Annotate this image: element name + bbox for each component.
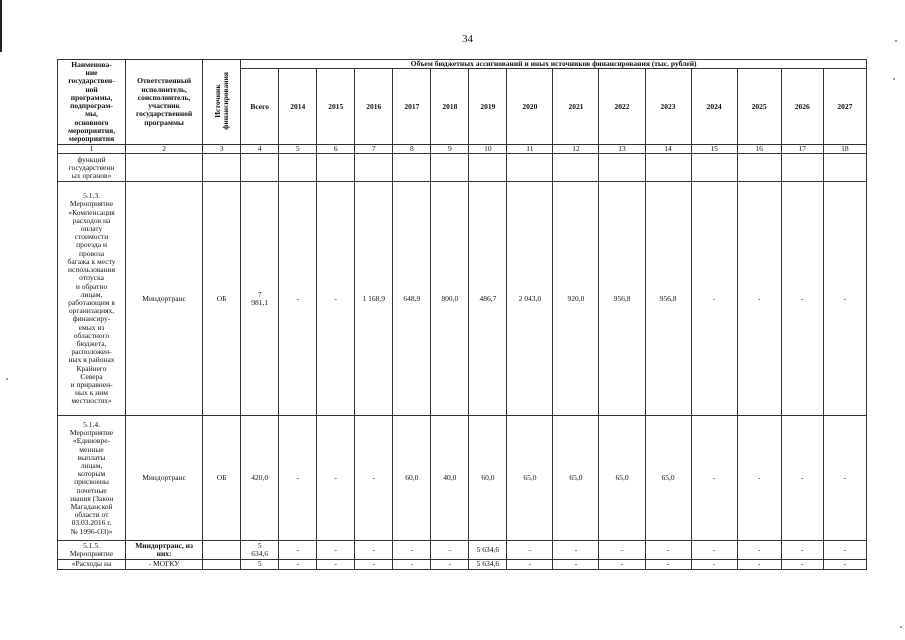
row-source-cell: ОБ: [203, 182, 241, 416]
page-number: 34: [462, 33, 473, 45]
table-row: [58, 560, 867, 569]
header-year: 2022: [599, 69, 645, 145]
row-value-cell: 40,0: [431, 416, 469, 541]
row-value-cell: -: [317, 541, 355, 560]
header-year: 2019: [469, 69, 507, 145]
row-source-cell: ОБ: [203, 416, 241, 541]
row-responsible-cell: [126, 154, 203, 182]
row-name-cell: функций государственн ых органов»: [58, 154, 126, 182]
row-value-cell: [737, 154, 781, 182]
table-row: [58, 182, 867, 416]
row-value-cell: -: [355, 416, 393, 541]
row-name-cell: «Расходы на: [58, 560, 126, 569]
row-value-cell: -: [317, 416, 355, 541]
row-value-cell: -: [507, 560, 553, 569]
row-value-cell: -: [279, 416, 317, 541]
row-value-cell: -: [781, 182, 823, 416]
column-number: 2: [126, 145, 203, 154]
row-value-cell: 5 634,6: [469, 541, 507, 560]
column-number: 1: [58, 145, 126, 154]
row-value-cell: [823, 154, 866, 182]
column-number: 7: [355, 145, 393, 154]
row-value-cell: 60,0: [469, 416, 507, 541]
column-number: 11: [507, 145, 553, 154]
header-source: [203, 60, 241, 145]
row-value-cell: 2 043,0: [507, 182, 553, 416]
row-value-cell: [431, 154, 469, 182]
row-value-cell: -: [431, 541, 469, 560]
header-year: 2021: [553, 69, 599, 145]
header-year: 2024: [691, 69, 737, 145]
row-value-cell: 5 634,6: [241, 541, 279, 560]
header-year: 2015: [317, 69, 355, 145]
row-responsible-cell: Миндортранс, из них:: [126, 541, 203, 560]
row-value-cell: -: [507, 541, 553, 560]
row-value-cell: 65,0: [507, 416, 553, 541]
row-name-cell: 5.1.3. Мероприятие «Компенсация расходов на оплату стоимости проезда и провоза багажа к месту использования отпуска и обратно лицам, работающим в организациях, финансиру- емых из областного бюджета, расположен- ных в районах Крайнего Севера и приравнен- ных к ним местностях»: [58, 182, 126, 416]
row-value-cell: [469, 154, 507, 182]
row-value-cell: [279, 154, 317, 182]
header-year: 2025: [737, 69, 781, 145]
row-value-cell: -: [781, 416, 823, 541]
row-value-cell: [691, 154, 737, 182]
header-responsible: Ответственный исполнитель, соисполнитель, участник государственной программы: [126, 60, 203, 145]
row-value-cell: [781, 154, 823, 182]
header-year: 2027: [823, 69, 866, 145]
header-year: 2016: [355, 69, 393, 145]
row-value-cell: 920,0: [553, 182, 599, 416]
row-responsible-cell: Миндортранс: [126, 416, 203, 541]
row-value-cell: [553, 154, 599, 182]
row-value-cell: 7 981,1: [241, 182, 279, 416]
row-value-cell: -: [823, 416, 866, 541]
row-value-cell: -: [279, 182, 317, 416]
scan-speck: [6, 378, 8, 380]
row-value-cell: [507, 154, 553, 182]
column-number: 18: [823, 145, 866, 154]
header-year: 2017: [393, 69, 431, 145]
row-value-cell: -: [691, 416, 737, 541]
column-number: 6: [317, 145, 355, 154]
row-value-cell: 65,0: [599, 416, 645, 541]
row-source-cell: [203, 541, 241, 560]
row-value-cell: -: [393, 560, 431, 569]
row-value-cell: -: [645, 541, 691, 560]
row-name-cell: 5.1.4. Мероприятие «Единовре- менные выплаты лицам, которым присвоены почетные звания (Закон Магаданской области от 03.03.2016 г. № 1996-ОЗ)»: [58, 416, 126, 541]
row-value-cell: 956,8: [645, 182, 691, 416]
row-value-cell: 648,9: [393, 182, 431, 416]
column-number: 12: [553, 145, 599, 154]
column-number: 8: [393, 145, 431, 154]
row-value-cell: [355, 154, 393, 182]
row-value-cell: 60,0: [393, 416, 431, 541]
column-number: 13: [599, 145, 645, 154]
header-source-text: Источник финансирования: [212, 72, 230, 130]
row-value-cell: -: [691, 541, 737, 560]
header-year: 2018: [431, 69, 469, 145]
header-year: 2014: [279, 69, 317, 145]
row-value-cell: -: [317, 560, 355, 569]
scan-speck: [900, 626, 902, 628]
row-value-cell: [241, 154, 279, 182]
row-value-cell: [645, 154, 691, 182]
header-total: Всего: [241, 69, 279, 145]
row-value-cell: -: [691, 182, 737, 416]
row-value-cell: -: [355, 560, 393, 569]
column-number: 17: [781, 145, 823, 154]
scan-speck: [895, 40, 897, 42]
row-source-cell: [203, 560, 241, 569]
row-value-cell: 1 168,9: [355, 182, 393, 416]
row-value-cell: 5: [241, 560, 279, 569]
row-value-cell: -: [737, 182, 781, 416]
row-source-cell: [203, 154, 241, 182]
column-number: 3: [203, 145, 241, 154]
column-number: 4: [241, 145, 279, 154]
row-value-cell: [317, 154, 355, 182]
row-value-cell: -: [737, 560, 781, 569]
header-year: 2026: [781, 69, 823, 145]
row-value-cell: -: [737, 541, 781, 560]
row-value-cell: -: [599, 541, 645, 560]
column-number: 14: [645, 145, 691, 154]
row-value-cell: -: [823, 541, 866, 560]
row-value-cell: -: [599, 560, 645, 569]
row-value-cell: -: [691, 560, 737, 569]
row-value-cell: -: [279, 541, 317, 560]
table-row: [58, 416, 867, 541]
row-responsible-cell: Миндортранс: [126, 182, 203, 416]
row-value-cell: -: [279, 560, 317, 569]
row-value-cell: [393, 154, 431, 182]
row-value-cell: [599, 154, 645, 182]
row-value-cell: -: [781, 560, 823, 569]
row-responsible-cell: - МОГКУ: [126, 560, 203, 569]
header-year: 2023: [645, 69, 691, 145]
column-number: 15: [691, 145, 737, 154]
header-volume: Объем бюджетных ассигнований и иных источников финансирования (тыс. рублей): [241, 60, 867, 69]
row-value-cell: -: [393, 541, 431, 560]
row-value-cell: -: [317, 182, 355, 416]
header-year: 2020: [507, 69, 553, 145]
header-name: Наименова- ние государствен- ной программы, подпрограм- мы, основного мероприятия, мероприятия: [58, 60, 126, 145]
row-value-cell: -: [645, 560, 691, 569]
row-value-cell: 420,0: [241, 416, 279, 541]
row-value-cell: 800,0: [431, 182, 469, 416]
row-value-cell: -: [431, 560, 469, 569]
row-value-cell: -: [781, 541, 823, 560]
column-number: 10: [469, 145, 507, 154]
row-name-cell: 5.1.5. Мероприятие: [58, 541, 126, 560]
row-value-cell: 65,0: [553, 416, 599, 541]
row-value-cell: 5 634,6: [469, 560, 507, 569]
row-value-cell: -: [823, 182, 866, 416]
row-value-cell: -: [737, 416, 781, 541]
column-number: 9: [431, 145, 469, 154]
column-number: 16: [737, 145, 781, 154]
row-value-cell: 486,7: [469, 182, 507, 416]
row-value-cell: -: [823, 560, 866, 569]
column-number: 5: [279, 145, 317, 154]
table-row: [58, 541, 867, 560]
row-value-cell: -: [553, 560, 599, 569]
row-value-cell: 65,0: [645, 416, 691, 541]
scan-speck: [893, 78, 895, 80]
row-value-cell: 956,8: [599, 182, 645, 416]
row-value-cell: -: [553, 541, 599, 560]
row-value-cell: -: [355, 541, 393, 560]
budget-table: [57, 59, 867, 570]
table-row: [58, 154, 867, 182]
